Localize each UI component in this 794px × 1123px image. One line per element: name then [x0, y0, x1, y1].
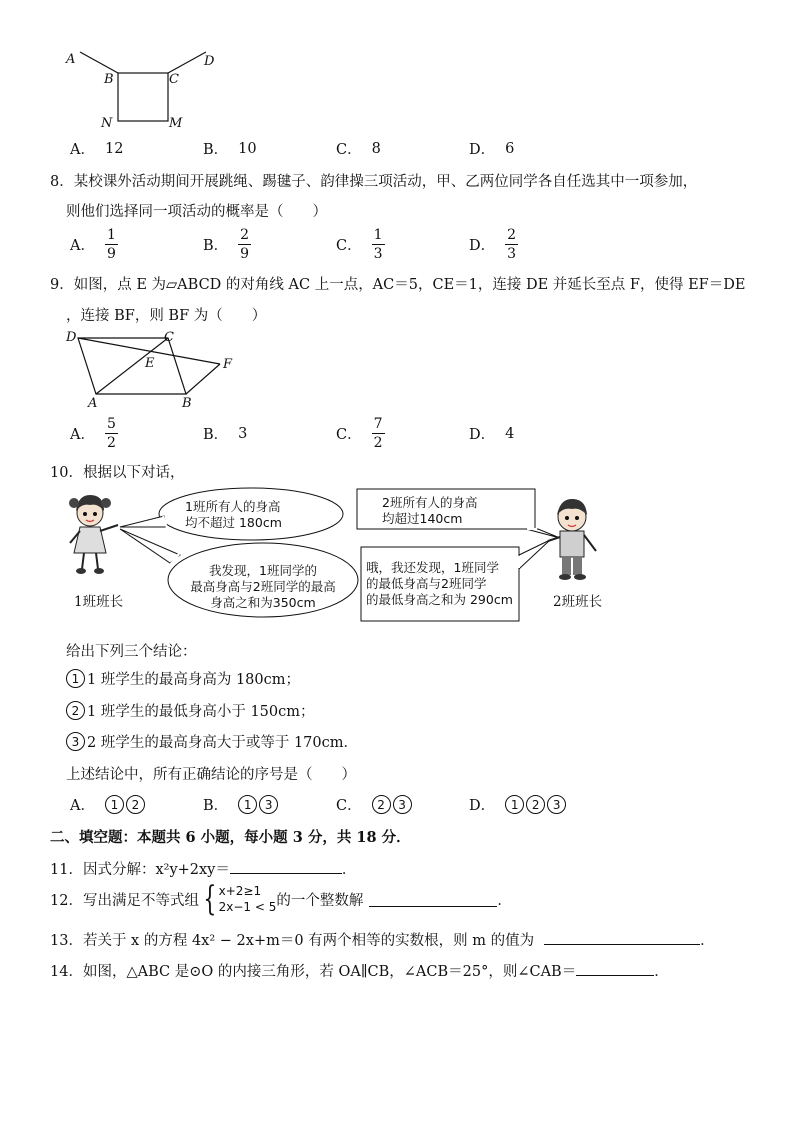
conclusions-intro: 给出下列三个结论：: [66, 644, 197, 660]
bubble-2-text: 我发现，1班同学的 最高身高与2班同学的最高 身高之和为350cm: [190, 563, 336, 610]
q11-answer-blank[interactable]: [230, 873, 342, 874]
girl-figure-icon: [69, 495, 118, 574]
q9-label-d: D: [66, 330, 77, 345]
option-value: 8: [371, 140, 381, 157]
conclusion-3: [66, 731, 358, 752]
q13-answer-blank[interactable]: [544, 944, 700, 945]
q10-stem: 10．根据以下对话，: [50, 465, 185, 481]
q7-label-c: C: [169, 72, 179, 87]
option-label: D．: [469, 798, 496, 814]
q8-option-b[interactable]: [203, 228, 336, 261]
q9-label-b: B: [182, 396, 192, 411]
q9-stem-line1: 9．如图，点 E 为▱ABCD 的对角线 AC 上一点，AC＝5，CE＝1，连接 DE 并延长至点 F，使得 EF＝DE: [50, 277, 746, 293]
circled-number: 3: [66, 732, 85, 751]
q14-suffix: ．: [654, 964, 669, 980]
q10-option-d[interactable]: [469, 794, 602, 815]
q9-options: [70, 417, 602, 450]
fraction: $\frac{2}{9}$: [240, 227, 250, 262]
option-label: C．: [336, 238, 362, 254]
option-label: B．: [203, 238, 229, 254]
q12: [50, 879, 512, 919]
option-label: D．: [469, 238, 496, 254]
q9-label-a: A: [88, 396, 98, 411]
circled-number: 1: [66, 669, 85, 688]
q14: [50, 960, 669, 981]
q7-label-b: B: [104, 72, 114, 87]
q9-option-c[interactable]: [336, 417, 469, 450]
q12-suffix: ．: [497, 892, 512, 909]
circled-number: 3: [259, 795, 278, 814]
circled-number: 3: [393, 795, 412, 814]
option-label: A．: [70, 238, 95, 254]
q7-label-d: D: [204, 54, 215, 69]
circled-number: 2: [66, 701, 85, 720]
q10-option-b[interactable]: [203, 794, 336, 815]
q8-option-c[interactable]: [336, 228, 469, 261]
option-value: 10: [238, 140, 257, 157]
circled-number: 2: [526, 795, 545, 814]
fraction: $\frac{1}{3}$: [373, 227, 383, 262]
q9-label-c: C: [164, 330, 174, 345]
q7-label-n: N: [101, 116, 113, 131]
circled-number: 3: [547, 795, 566, 814]
option-label: A．: [70, 142, 95, 158]
circled-number: 1: [505, 795, 524, 814]
conclusion-2: [66, 700, 315, 721]
q8-stem-line1: 8．某校课外活动期间开展跳绳、踢毽子、韵律操三项活动，甲、乙两位同学各自任选其中一项参加，: [50, 174, 698, 190]
q9-label-f: F: [223, 357, 233, 372]
option-value: 3: [238, 425, 248, 442]
option-label: C．: [336, 798, 362, 814]
option-label: A．: [70, 427, 95, 443]
q10-question: 上述结论中，所有正确结论的序号是（ ）: [66, 767, 356, 783]
q13-text: 13．若关于 x 的方程 4x² − 2x+m＝0 有两个相等的实数根，则 m 的值为: [50, 933, 535, 949]
section-2-heading: 二、填空题：本题共 6 小题，每小题 3 分，共 18 分．: [50, 829, 411, 846]
option-label: C．: [336, 427, 362, 443]
boy-figure-icon: [548, 499, 596, 580]
option-label: A．: [70, 798, 95, 814]
q9-stem-line2: ，连接 BF，则 BF 为（ ）: [66, 308, 267, 324]
inequality-row-1: x+2≥1: [218, 884, 262, 898]
circled-number: 1: [105, 795, 124, 814]
inequality-row-2: 2x−1 < 5: [218, 900, 277, 914]
q9-label-e: E: [145, 356, 155, 371]
q8-option-d[interactable]: [469, 228, 602, 261]
box-2-text: 哦，我还发现，1班同学 的最低身高与2班同学 的最低身高之和为 290cm: [366, 560, 513, 607]
q7-label-m: M: [169, 116, 183, 131]
q12-answer-blank[interactable]: [369, 906, 497, 907]
box-1-text: 2班所有人的身高 均超过140cm: [382, 495, 478, 526]
q9-option-b[interactable]: [203, 417, 336, 450]
brace-icon: {: [203, 879, 217, 919]
fraction: $\frac{1}{9}$: [106, 227, 116, 262]
circled-number: 2: [372, 795, 391, 814]
option-value: 6: [505, 140, 515, 157]
q12-text: 12．写出满足不等式组: [50, 892, 199, 909]
q14-text: 14．如图，△ABC 是⊙O 的内接三角形，若 OA∥CB，∠ACB＝25°，则∠CAB＝: [50, 964, 577, 980]
q8-option-a[interactable]: [70, 228, 203, 261]
conclusion-1: [66, 668, 300, 689]
q8-stem-line2: 则他们选择同一项活动的概率是（ ）: [66, 204, 327, 220]
bubble-1-text: 1班所有人的身高 均不超过 180cm: [185, 499, 282, 530]
circled-number: 1: [238, 795, 257, 814]
option-label: B．: [203, 798, 229, 814]
q10-option-c[interactable]: [336, 794, 469, 815]
q11-text: 11．因式分解：x²y+2xy＝: [50, 862, 230, 878]
q10-options: [70, 794, 602, 815]
fraction: $\frac{7}{2}$: [373, 416, 383, 451]
q7-option-b[interactable]: [203, 138, 336, 159]
option-label: D．: [469, 142, 496, 158]
q7-option-d[interactable]: [469, 138, 602, 159]
conclusion-text: 1 班学生的最高身高为 180cm；: [87, 672, 300, 688]
q13: [50, 929, 715, 950]
q14-answer-blank[interactable]: [576, 975, 654, 976]
fraction: $\frac{5}{2}$: [106, 416, 116, 451]
q11: [50, 858, 356, 879]
q7-options: [70, 138, 602, 159]
inequality-system: [199, 879, 277, 919]
option-label: B．: [203, 427, 229, 443]
option-label: B．: [203, 142, 229, 158]
monitor-2-label: 2班班长: [553, 594, 603, 610]
option-value: 12: [104, 140, 124, 157]
option-label: C．: [336, 142, 362, 158]
q9-option-a[interactable]: [70, 417, 203, 450]
q9-option-d[interactable]: [469, 417, 602, 450]
q7-option-c[interactable]: [336, 138, 469, 159]
q10-option-a[interactable]: [70, 794, 203, 815]
conclusion-text: 1 班学生的最低身高小于 150cm；: [87, 704, 315, 720]
q7-label-a: A: [66, 52, 76, 67]
q8-options: [70, 228, 602, 261]
option-value: 4: [505, 425, 515, 442]
monitor-1-label: 1班班长: [74, 594, 124, 610]
q11-suffix: ．: [341, 862, 357, 878]
option-label: D．: [469, 427, 496, 443]
q13-suffix: ．: [700, 933, 715, 949]
q7-option-a[interactable]: [70, 138, 203, 159]
circled-number: 2: [126, 795, 145, 814]
conclusion-text: 2 班学生的最高身高大于或等于 170cm．: [87, 735, 358, 751]
q12-middle-text: 的一个整数解: [276, 892, 364, 909]
fraction: $\frac{2}{3}$: [507, 227, 517, 262]
